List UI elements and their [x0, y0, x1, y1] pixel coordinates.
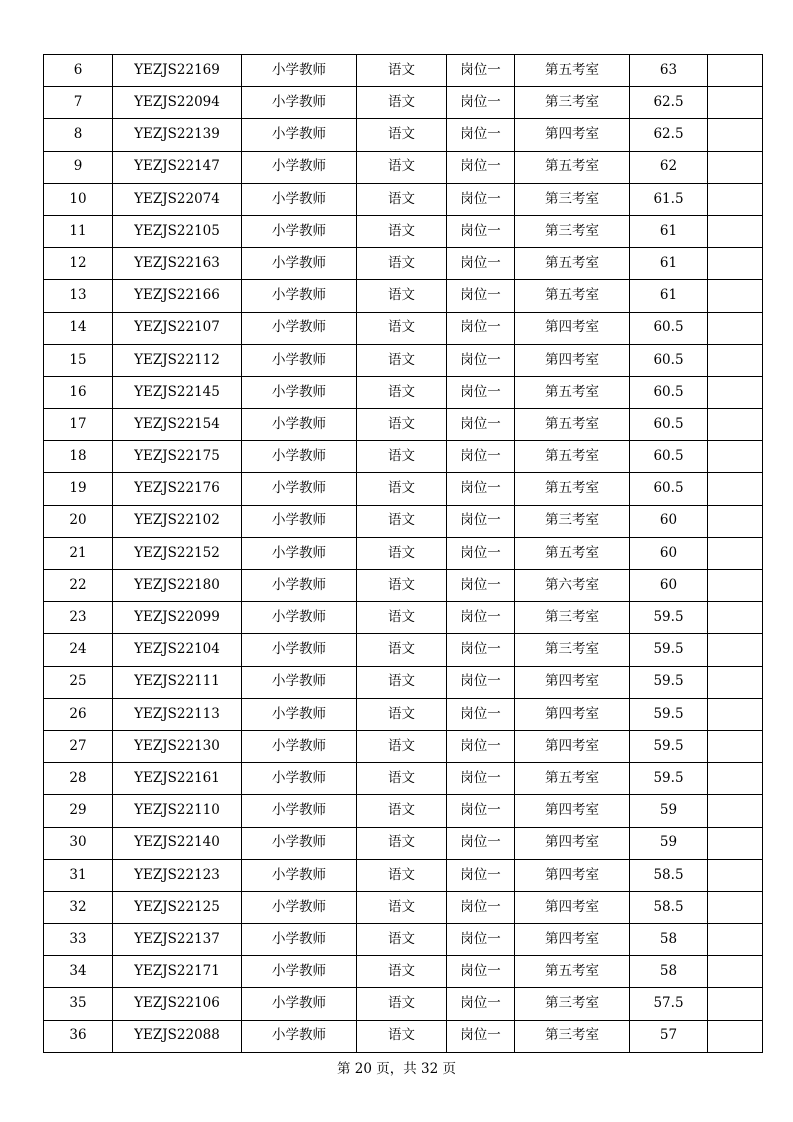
position-type-cell: 小学教师 — [242, 859, 357, 891]
exam-room-cell: 第四考室 — [515, 312, 630, 344]
results-table — [43, 54, 763, 1053]
position-type-cell: 小学教师 — [242, 666, 357, 698]
position-type-cell: 小学教师 — [242, 924, 357, 956]
subject-cell: 语文 — [357, 312, 447, 344]
post-cell: 岗位一 — [447, 312, 515, 344]
post-cell: 岗位一 — [447, 344, 515, 376]
post-cell: 岗位一 — [447, 763, 515, 795]
candidate-id-cell: YEZJS22137 — [113, 924, 242, 956]
subject-cell: 语文 — [357, 698, 447, 730]
row-number-cell: 15 — [44, 344, 113, 376]
position-type-cell: 小学教师 — [242, 183, 357, 215]
exam-room-cell: 第四考室 — [515, 730, 630, 762]
position-type-cell: 小学教师 — [242, 763, 357, 795]
candidate-id-cell: YEZJS22123 — [113, 859, 242, 891]
score-cell: 60.5 — [630, 312, 708, 344]
row-number-cell: 27 — [44, 730, 113, 762]
row-number-cell: 10 — [44, 183, 113, 215]
score-cell: 59.5 — [630, 698, 708, 730]
post-cell: 岗位一 — [447, 956, 515, 988]
table-row — [44, 634, 763, 666]
table-row — [44, 119, 763, 151]
row-number-cell: 13 — [44, 280, 113, 312]
post-cell: 岗位一 — [447, 55, 515, 87]
score-cell: 59.5 — [630, 634, 708, 666]
subject-cell: 语文 — [357, 183, 447, 215]
position-type-cell: 小学教师 — [242, 409, 357, 441]
position-type-cell: 小学教师 — [242, 473, 357, 505]
post-cell: 岗位一 — [447, 634, 515, 666]
remark-cell — [708, 634, 763, 666]
table-row — [44, 151, 763, 183]
subject-cell: 语文 — [357, 827, 447, 859]
subject-cell: 语文 — [357, 441, 447, 473]
remark-cell — [708, 602, 763, 634]
remark-cell — [708, 795, 763, 827]
candidate-id-cell: YEZJS22105 — [113, 215, 242, 247]
candidate-id-cell: YEZJS22161 — [113, 763, 242, 795]
candidate-id-cell: YEZJS22171 — [113, 956, 242, 988]
exam-room-cell: 第三考室 — [515, 602, 630, 634]
position-type-cell: 小学教师 — [242, 248, 357, 280]
subject-cell: 语文 — [357, 666, 447, 698]
position-type-cell: 小学教师 — [242, 988, 357, 1020]
row-number-cell: 29 — [44, 795, 113, 827]
exam-room-cell: 第三考室 — [515, 183, 630, 215]
score-cell: 60.5 — [630, 409, 708, 441]
remark-cell — [708, 409, 763, 441]
position-type-cell: 小学教师 — [242, 891, 357, 923]
post-cell: 岗位一 — [447, 409, 515, 441]
remark-cell — [708, 248, 763, 280]
row-number-cell: 9 — [44, 151, 113, 183]
remark-cell — [708, 698, 763, 730]
post-cell: 岗位一 — [447, 859, 515, 891]
row-number-cell: 31 — [44, 859, 113, 891]
row-number-cell: 24 — [44, 634, 113, 666]
subject-cell: 语文 — [357, 730, 447, 762]
table-row — [44, 795, 763, 827]
post-cell: 岗位一 — [447, 666, 515, 698]
table-row — [44, 698, 763, 730]
candidate-id-cell: YEZJS22111 — [113, 666, 242, 698]
subject-cell: 语文 — [357, 119, 447, 151]
table-row — [44, 570, 763, 602]
position-type-cell: 小学教师 — [242, 634, 357, 666]
table-row — [44, 891, 763, 923]
remark-cell — [708, 280, 763, 312]
score-cell: 58.5 — [630, 891, 708, 923]
exam-room-cell: 第四考室 — [515, 891, 630, 923]
candidate-id-cell: YEZJS22154 — [113, 409, 242, 441]
position-type-cell: 小学教师 — [242, 505, 357, 537]
table-row — [44, 312, 763, 344]
subject-cell: 语文 — [357, 537, 447, 569]
subject-cell: 语文 — [357, 570, 447, 602]
position-type-cell: 小学教师 — [242, 87, 357, 119]
score-cell: 62 — [630, 151, 708, 183]
post-cell: 岗位一 — [447, 87, 515, 119]
table-row — [44, 215, 763, 247]
exam-room-cell: 第四考室 — [515, 119, 630, 151]
exam-room-cell: 第五考室 — [515, 763, 630, 795]
candidate-id-cell: YEZJS22102 — [113, 505, 242, 537]
row-number-cell: 21 — [44, 537, 113, 569]
post-cell: 岗位一 — [447, 698, 515, 730]
subject-cell: 语文 — [357, 215, 447, 247]
remark-cell — [708, 859, 763, 891]
post-cell: 岗位一 — [447, 151, 515, 183]
remark-cell — [708, 763, 763, 795]
table-row — [44, 763, 763, 795]
remark-cell — [708, 827, 763, 859]
exam-room-cell: 第五考室 — [515, 248, 630, 280]
table-row — [44, 956, 763, 988]
table-row — [44, 859, 763, 891]
remark-cell — [708, 441, 763, 473]
remark-cell — [708, 344, 763, 376]
score-cell: 60 — [630, 570, 708, 602]
table-row — [44, 730, 763, 762]
table-row — [44, 537, 763, 569]
position-type-cell: 小学教师 — [242, 698, 357, 730]
candidate-id-cell: YEZJS22176 — [113, 473, 242, 505]
candidate-id-cell: YEZJS22140 — [113, 827, 242, 859]
position-type-cell: 小学教师 — [242, 344, 357, 376]
score-cell: 60.5 — [630, 344, 708, 376]
post-cell: 岗位一 — [447, 473, 515, 505]
score-cell: 61 — [630, 215, 708, 247]
score-cell: 60 — [630, 537, 708, 569]
row-number-cell: 20 — [44, 505, 113, 537]
candidate-id-cell: YEZJS22104 — [113, 634, 242, 666]
subject-cell: 语文 — [357, 1020, 447, 1052]
post-cell: 岗位一 — [447, 248, 515, 280]
score-cell: 62.5 — [630, 119, 708, 151]
remark-cell — [708, 473, 763, 505]
candidate-id-cell: YEZJS22099 — [113, 602, 242, 634]
table-row — [44, 827, 763, 859]
position-type-cell: 小学教师 — [242, 376, 357, 408]
post-cell: 岗位一 — [447, 602, 515, 634]
remark-cell — [708, 924, 763, 956]
position-type-cell: 小学教师 — [242, 119, 357, 151]
exam-room-cell: 第五考室 — [515, 280, 630, 312]
post-cell: 岗位一 — [447, 505, 515, 537]
table-row — [44, 1020, 763, 1052]
remark-cell — [708, 1020, 763, 1052]
post-cell: 岗位一 — [447, 183, 515, 215]
score-cell: 61.5 — [630, 183, 708, 215]
subject-cell: 语文 — [357, 988, 447, 1020]
page-footer: 第 20 页，共 32 页 — [336, 1061, 457, 1077]
row-number-cell: 30 — [44, 827, 113, 859]
row-number-cell: 22 — [44, 570, 113, 602]
score-cell: 60 — [630, 505, 708, 537]
score-cell: 59 — [630, 795, 708, 827]
position-type-cell: 小学教师 — [242, 55, 357, 87]
candidate-id-cell: YEZJS22166 — [113, 280, 242, 312]
exam-room-cell: 第四考室 — [515, 859, 630, 891]
row-number-cell: 8 — [44, 119, 113, 151]
position-type-cell: 小学教师 — [242, 795, 357, 827]
exam-room-cell: 第五考室 — [515, 537, 630, 569]
subject-cell: 语文 — [357, 87, 447, 119]
exam-room-cell: 第三考室 — [515, 87, 630, 119]
remark-cell — [708, 55, 763, 87]
remark-cell — [708, 376, 763, 408]
score-cell: 60.5 — [630, 441, 708, 473]
exam-room-cell: 第四考室 — [515, 666, 630, 698]
subject-cell: 语文 — [357, 634, 447, 666]
remark-cell — [708, 312, 763, 344]
row-number-cell: 11 — [44, 215, 113, 247]
post-cell: 岗位一 — [447, 119, 515, 151]
table-body — [44, 55, 763, 1053]
exam-room-cell: 第四考室 — [515, 344, 630, 376]
subject-cell: 语文 — [357, 151, 447, 183]
remark-cell — [708, 891, 763, 923]
exam-room-cell: 第五考室 — [515, 409, 630, 441]
post-cell: 岗位一 — [447, 570, 515, 602]
subject-cell: 语文 — [357, 376, 447, 408]
table-row — [44, 473, 763, 505]
remark-cell — [708, 956, 763, 988]
score-cell: 61 — [630, 248, 708, 280]
remark-cell — [708, 537, 763, 569]
position-type-cell: 小学教师 — [242, 602, 357, 634]
candidate-id-cell: YEZJS22074 — [113, 183, 242, 215]
row-number-cell: 16 — [44, 376, 113, 408]
candidate-id-cell: YEZJS22112 — [113, 344, 242, 376]
candidate-id-cell: YEZJS22113 — [113, 698, 242, 730]
post-cell: 岗位一 — [447, 376, 515, 408]
candidate-id-cell: YEZJS22110 — [113, 795, 242, 827]
row-number-cell: 32 — [44, 891, 113, 923]
candidate-id-cell: YEZJS22106 — [113, 988, 242, 1020]
position-type-cell: 小学教师 — [242, 956, 357, 988]
position-type-cell: 小学教师 — [242, 570, 357, 602]
remark-cell — [708, 215, 763, 247]
candidate-id-cell: YEZJS22125 — [113, 891, 242, 923]
subject-cell: 语文 — [357, 248, 447, 280]
subject-cell: 语文 — [357, 891, 447, 923]
table-row — [44, 988, 763, 1020]
subject-cell: 语文 — [357, 924, 447, 956]
subject-cell: 语文 — [357, 956, 447, 988]
table-row — [44, 666, 763, 698]
table-row — [44, 248, 763, 280]
exam-room-cell: 第五考室 — [515, 956, 630, 988]
position-type-cell: 小学教师 — [242, 215, 357, 247]
post-cell: 岗位一 — [447, 891, 515, 923]
candidate-id-cell: YEZJS22130 — [113, 730, 242, 762]
subject-cell: 语文 — [357, 344, 447, 376]
remark-cell — [708, 119, 763, 151]
subject-cell: 语文 — [357, 280, 447, 312]
row-number-cell: 18 — [44, 441, 113, 473]
row-number-cell: 35 — [44, 988, 113, 1020]
score-cell: 61 — [630, 280, 708, 312]
post-cell: 岗位一 — [447, 537, 515, 569]
exam-room-cell: 第四考室 — [515, 924, 630, 956]
exam-room-cell: 第六考室 — [515, 570, 630, 602]
subject-cell: 语文 — [357, 602, 447, 634]
post-cell: 岗位一 — [447, 988, 515, 1020]
subject-cell: 语文 — [357, 859, 447, 891]
table-row — [44, 441, 763, 473]
score-cell: 57.5 — [630, 988, 708, 1020]
table-row — [44, 505, 763, 537]
remark-cell — [708, 87, 763, 119]
score-cell: 58.5 — [630, 859, 708, 891]
table-row — [44, 87, 763, 119]
exam-room-cell: 第四考室 — [515, 698, 630, 730]
row-number-cell: 17 — [44, 409, 113, 441]
table-row — [44, 602, 763, 634]
candidate-id-cell: YEZJS22139 — [113, 119, 242, 151]
remark-cell — [708, 570, 763, 602]
row-number-cell: 19 — [44, 473, 113, 505]
exam-room-cell: 第三考室 — [515, 1020, 630, 1052]
row-number-cell: 33 — [44, 924, 113, 956]
score-cell: 59 — [630, 827, 708, 859]
subject-cell: 语文 — [357, 55, 447, 87]
exam-room-cell: 第四考室 — [515, 795, 630, 827]
row-number-cell: 34 — [44, 956, 113, 988]
table-row — [44, 183, 763, 215]
position-type-cell: 小学教师 — [242, 441, 357, 473]
post-cell: 岗位一 — [447, 730, 515, 762]
position-type-cell: 小学教师 — [242, 312, 357, 344]
remark-cell — [708, 988, 763, 1020]
exam-room-cell: 第五考室 — [515, 55, 630, 87]
subject-cell: 语文 — [357, 795, 447, 827]
candidate-id-cell: YEZJS22107 — [113, 312, 242, 344]
position-type-cell: 小学教师 — [242, 151, 357, 183]
table-row — [44, 376, 763, 408]
score-cell: 58 — [630, 924, 708, 956]
position-type-cell: 小学教师 — [242, 537, 357, 569]
exam-room-cell: 第五考室 — [515, 151, 630, 183]
remark-cell — [708, 666, 763, 698]
score-cell: 57 — [630, 1020, 708, 1052]
exam-room-cell: 第四考室 — [515, 827, 630, 859]
table-row — [44, 344, 763, 376]
score-cell: 59.5 — [630, 730, 708, 762]
exam-room-cell: 第三考室 — [515, 634, 630, 666]
score-cell: 60.5 — [630, 376, 708, 408]
table-row — [44, 409, 763, 441]
subject-cell: 语文 — [357, 473, 447, 505]
position-type-cell: 小学教师 — [242, 280, 357, 312]
score-cell: 62.5 — [630, 87, 708, 119]
post-cell: 岗位一 — [447, 1020, 515, 1052]
candidate-id-cell: YEZJS22094 — [113, 87, 242, 119]
candidate-id-cell: YEZJS22147 — [113, 151, 242, 183]
row-number-cell: 25 — [44, 666, 113, 698]
score-cell: 59.5 — [630, 763, 708, 795]
remark-cell — [708, 730, 763, 762]
exam-room-cell: 第三考室 — [515, 215, 630, 247]
row-number-cell: 28 — [44, 763, 113, 795]
table-row — [44, 280, 763, 312]
row-number-cell: 23 — [44, 602, 113, 634]
score-cell: 63 — [630, 55, 708, 87]
candidate-id-cell: YEZJS22088 — [113, 1020, 242, 1052]
subject-cell: 语文 — [357, 763, 447, 795]
candidate-id-cell: YEZJS22169 — [113, 55, 242, 87]
exam-room-cell: 第五考室 — [515, 441, 630, 473]
exam-room-cell: 第三考室 — [515, 988, 630, 1020]
post-cell: 岗位一 — [447, 827, 515, 859]
candidate-id-cell: YEZJS22163 — [113, 248, 242, 280]
row-number-cell: 14 — [44, 312, 113, 344]
candidate-id-cell: YEZJS22180 — [113, 570, 242, 602]
position-type-cell: 小学教师 — [242, 1020, 357, 1052]
exam-room-cell: 第五考室 — [515, 376, 630, 408]
candidate-id-cell: YEZJS22145 — [113, 376, 242, 408]
subject-cell: 语文 — [357, 409, 447, 441]
remark-cell — [708, 183, 763, 215]
row-number-cell: 26 — [44, 698, 113, 730]
candidate-id-cell: YEZJS22175 — [113, 441, 242, 473]
remark-cell — [708, 505, 763, 537]
subject-cell: 语文 — [357, 505, 447, 537]
position-type-cell: 小学教师 — [242, 730, 357, 762]
table-row — [44, 55, 763, 87]
row-number-cell: 12 — [44, 248, 113, 280]
row-number-cell: 6 — [44, 55, 113, 87]
score-cell: 58 — [630, 956, 708, 988]
post-cell: 岗位一 — [447, 215, 515, 247]
position-type-cell: 小学教师 — [242, 827, 357, 859]
post-cell: 岗位一 — [447, 924, 515, 956]
remark-cell — [708, 151, 763, 183]
candidate-id-cell: YEZJS22152 — [113, 537, 242, 569]
table-row — [44, 924, 763, 956]
exam-room-cell: 第五考室 — [515, 473, 630, 505]
post-cell: 岗位一 — [447, 795, 515, 827]
post-cell: 岗位一 — [447, 280, 515, 312]
score-cell: 59.5 — [630, 666, 708, 698]
score-cell: 59.5 — [630, 602, 708, 634]
score-cell: 60.5 — [630, 473, 708, 505]
post-cell: 岗位一 — [447, 441, 515, 473]
row-number-cell: 36 — [44, 1020, 113, 1052]
row-number-cell: 7 — [44, 87, 113, 119]
exam-room-cell: 第三考室 — [515, 505, 630, 537]
